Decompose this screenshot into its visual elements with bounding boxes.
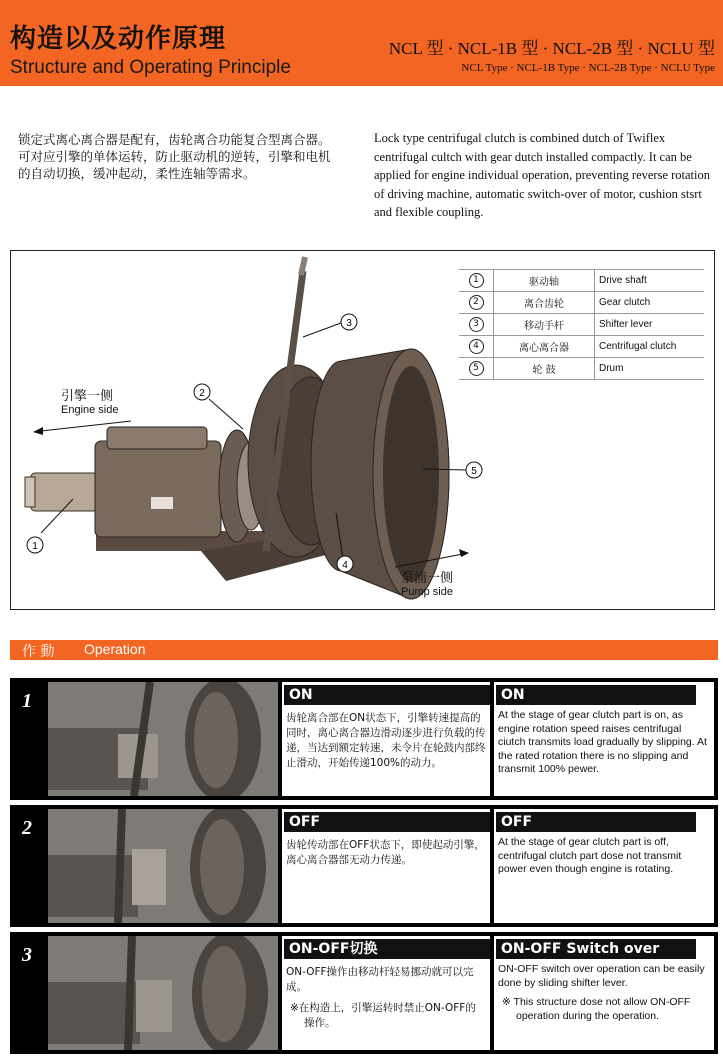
operation-step-3: [10, 932, 718, 1054]
step-body-cn: 齿轮传动部在OFF状态下，即使起动引擎，离心离合器部无动力传递。: [286, 839, 485, 866]
parts-legend-table: [459, 269, 704, 380]
step-photo: [48, 936, 278, 1050]
operation-step-1: [10, 678, 718, 800]
step-number: 1: [22, 690, 32, 712]
step-text-en-box: [494, 936, 714, 1050]
operation-title-cn: 作 動: [22, 644, 55, 660]
step-text-cn-box: [282, 682, 490, 796]
engine-side-cn: 引擎一侧: [61, 389, 114, 404]
callout-4: 4: [342, 560, 348, 571]
legend-en: Drive shaft: [595, 270, 705, 292]
pump-side-label: [401, 567, 453, 598]
header-bar: [0, 0, 723, 86]
legend-num: 5: [469, 361, 484, 376]
step-body-en: At the stage of gear clutch part is off, centrifugal clutch part dose not transmit power even though engine is rotating.: [498, 836, 682, 875]
structure-figure: [10, 250, 715, 610]
operation-step-2: [10, 805, 718, 927]
step-tag-en: OFF: [496, 812, 696, 832]
step-tag-en: ON: [496, 685, 696, 705]
callout-3: 3: [346, 318, 352, 329]
legend-num: 4: [469, 339, 484, 354]
legend-en: Shifter lever: [595, 314, 705, 336]
step-photo: [48, 809, 278, 923]
step-number: 2: [22, 817, 32, 839]
page-title-cn: 构造以及动作原理: [10, 24, 227, 54]
pump-side-cn: 泵浦一侧: [401, 571, 454, 586]
legend-row: [459, 314, 704, 336]
step-tag-cn: OFF: [284, 812, 490, 832]
legend-en: Centrifugal clutch: [595, 336, 705, 358]
legend-cn: 移动手杆: [494, 314, 595, 336]
legend-en: Gear clutch: [595, 292, 705, 314]
legend-num: 2: [469, 295, 484, 310]
legend-cn: 离合齿轮: [494, 292, 595, 314]
operation-section-bar: [10, 640, 718, 660]
intro-text-en: Lock type centrifugal clutch is combined dutch of Twiflex centrifugal cultch with gear dutch installed compactly. It can be applied for engine individual operation, preventing reverse rotation of driving machine, automatic switch-over of motor, cushion stsrt and flexible coupling.: [374, 131, 710, 219]
step-tag-cn: ON-OFF切换: [284, 939, 490, 959]
engine-side-en: Engine side: [61, 404, 119, 416]
step-photo: [48, 682, 278, 796]
step-body-en: ON-OFF switch over operation can be easily done by sliding shifter lever.: [498, 963, 705, 989]
step-text-cn-box: [282, 809, 490, 923]
step-note-cn: ※在构造上，引擎运转时禁止ON-OFF的操作。: [290, 1002, 476, 1029]
callout-5: 5: [471, 466, 477, 477]
legend-row: [459, 270, 704, 292]
legend-num: 1: [469, 273, 484, 288]
step-tag-en: ON-OFF Switch over: [496, 939, 696, 959]
callout-2: 2: [199, 388, 205, 399]
step-text-cn-box: [282, 936, 490, 1050]
step-text-en-box: [494, 809, 714, 923]
step-note-en: ※ This structure dose not allow ON-OFF operation during the operation.: [502, 996, 691, 1022]
legend-row: [459, 358, 704, 380]
legend-en: Drum: [595, 358, 705, 380]
legend-cn: 离心离合器: [494, 336, 595, 358]
legend-cn: 驱动轴: [494, 270, 595, 292]
step-text-en-box: [494, 682, 714, 796]
operation-title-en: Operation: [84, 641, 146, 657]
pump-side-en: Pump side: [401, 586, 453, 598]
engine-side-label: [61, 385, 119, 416]
step-body-cn: ON-OFF操作由移动杆轻易挪动就可以完成。: [286, 966, 474, 993]
intro-text-cn: 锁定式离心离合器是配有，齿轮离合功能复合型离合器。可对应引擎的单体运转，防止驱动机的逆转，引擎和电机的自动切换，缓冲起动，柔性连轴等需求。: [18, 132, 331, 181]
step-body-en: At the stage of gear clutch part is on, as engine rotation speed raises centrifugal ciutch transmits load gradually by slipping. At the rated rotation there is no slipping and transmit 100% pewer.: [498, 709, 707, 775]
step-tag-cn: ON: [284, 685, 490, 705]
legend-num: 3: [469, 317, 484, 332]
callout-1: 1: [32, 541, 38, 552]
legend-cn: 轮 鼓: [494, 358, 595, 380]
step-body-cn: 齿轮离合部在ON状态下，引擎转速提高的同时，离心离合器边滑动逐步进行负载的传递，当达到额定转速，未令片在轮鼓内部终止滑动，开始传递100%的动力。: [286, 712, 486, 769]
model-types-cn: NCL 型 · NCL-1B 型 · NCL-2B 型 · NCLU 型: [388, 39, 715, 58]
legend-row: [459, 336, 704, 358]
model-types-en: NCL Type · NCL-1B Type · NCL-2B Type · NCLU Type: [461, 62, 715, 74]
page-title-en: Structure and Operating Principle: [10, 57, 291, 78]
legend-row: [459, 292, 704, 314]
step-number: 3: [22, 944, 32, 966]
